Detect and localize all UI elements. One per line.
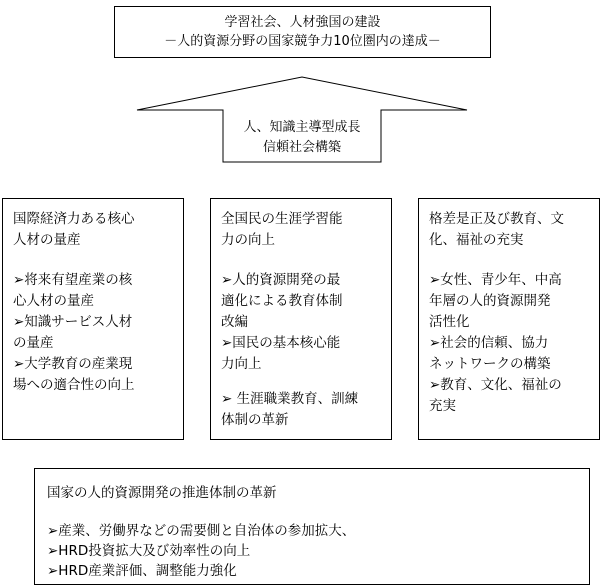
strategy-box-lifelong-learning — [210, 198, 392, 440]
strategy-box-core-talent — [2, 198, 184, 440]
strategy-title: 格差是正及び教育、文 化、福祉の充実 — [429, 211, 564, 248]
strategy-box-welfare — [418, 198, 600, 440]
strategy-items — [429, 270, 593, 417]
list-item: ➢知識サービス人材 の量産 — [13, 314, 133, 351]
strategy-title: 国際経済力ある核心 人材の量産 — [13, 211, 135, 248]
list-item: ➢国民の基本核心能 力向上 — [221, 335, 341, 372]
arrow-label — [223, 114, 381, 162]
list-item: ➢大学教育の産業現 場への適合性の向上 — [13, 356, 135, 393]
arrow-label-line-1: 人、知識主導型成長 — [243, 120, 361, 135]
arrow-label-line-2: 信頼社会構築 — [262, 140, 341, 155]
list-item: ➢HRD産業評価、調整能力強化 — [47, 563, 237, 579]
promotion-system-box — [34, 468, 590, 585]
strategy-items — [221, 270, 385, 431]
list-item: ➢教育、文化、福祉の 充実 — [429, 377, 562, 414]
list-item: ➢社会的信頼、協力 ネットワークの構築 — [429, 335, 551, 372]
list-item: ➢ 生涯職業教育、訓練 体制の革新 — [221, 391, 359, 428]
goal-subtitle: －人的資源分野の国家競争力10位圏内の達成－ — [164, 34, 441, 49]
list-item: ➢女性、青少年、中高 年層の人的資源開発 活性化 — [429, 272, 562, 330]
goal-title: 学習社会、人材強国の建設 — [224, 15, 381, 30]
promotion-system-title: 国家の人的資源開発の推進体制の革新 — [47, 485, 277, 501]
strategy-title: 全国民の生涯学習能 力の向上 — [221, 211, 343, 248]
list-item: ➢HRD投資拡大及び効率性の向上 — [47, 543, 251, 559]
list-item: ➢産業、労働界などの需要側と自治体の参加拡大、 — [47, 523, 356, 539]
list-item: ➢将来有望産業の核 心人材の量産 — [13, 272, 133, 309]
goal-box — [114, 6, 491, 58]
list-item: ➢人的資源開発の最 適化による教育体制 改編 — [221, 272, 343, 330]
promotion-system-items — [47, 521, 579, 581]
strategy-items — [13, 270, 177, 396]
